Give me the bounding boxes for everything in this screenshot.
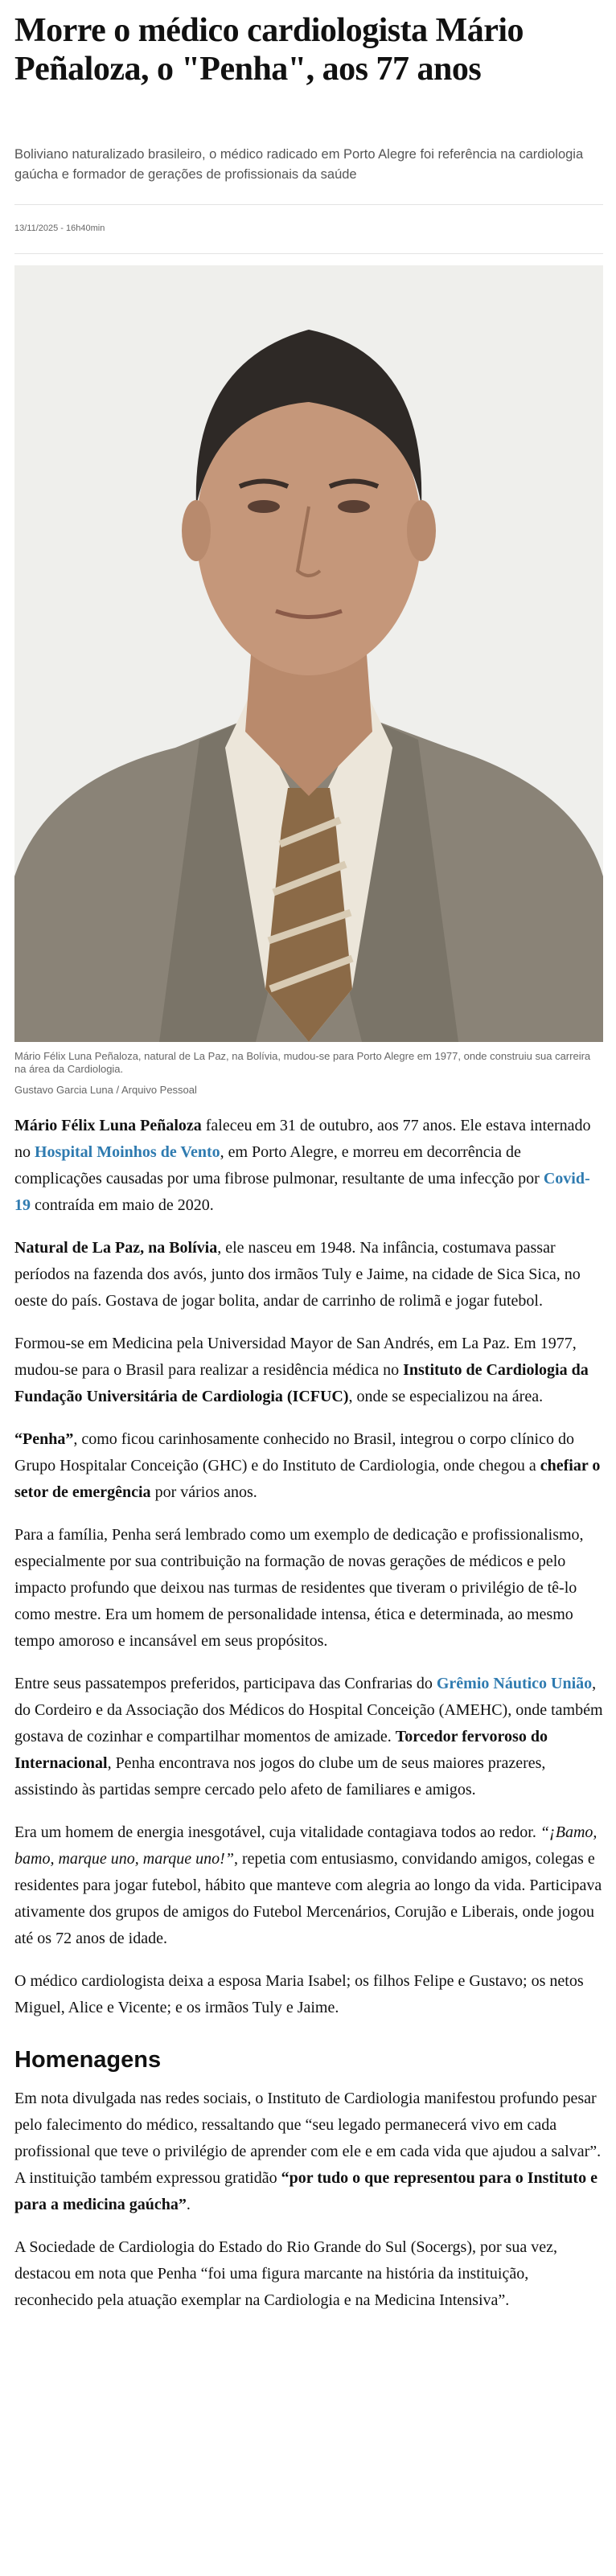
divider: [14, 253, 603, 254]
text-segment: Formou-se em Medicina pela Universidad Mayor de San Andrés, em La Paz. Em 1977, mudou-se para o Brasil para realizar a residência médica no: [14, 1335, 577, 1379]
text-segment: , Penha encontrava nos jogos do clube um de seus maiores prazeres, assistindo às partidas sempre cercado pelo afeto de familiares e amigos.: [14, 1754, 546, 1799]
text-segment: Era um homem de energia inesgotável, cuja vitalidade contagiava todos ao redor.: [14, 1823, 540, 1841]
article-photo[interactable]: [14, 265, 603, 1042]
text-segment: , onde se especializou na área.: [348, 1388, 544, 1405]
text-segment: , como ficou carinhosamente conhecido no Brasil, integrou o corpo clínico do Grupo Hospitalar Conceição (GHC) e do Instituto de Cardiologia, onde chegou a: [14, 1430, 574, 1475]
text-segment: O médico cardiologista deixa a esposa Maria Isabel; os filhos Felipe e Gustavo; os netos Miguel, Alice e Vicente; e os irmãos Tuly e Jaime.: [14, 1972, 584, 2016]
inline-link[interactable]: Covid-19: [14, 1170, 590, 1214]
text-segment: Homenagens: [14, 2047, 162, 2073]
bold-text: “Penha”: [14, 1430, 74, 1448]
bold-text: Natural de La Paz, na Bolívia: [14, 1239, 218, 1257]
divider: [14, 204, 603, 205]
text-segment: , em Porto Alegre, e morreu em decorrência de complicações causadas por uma fibrose pulmonar, resultante de uma infecção por: [14, 1143, 544, 1188]
section-heading: [14, 2045, 603, 2074]
bold-text: Instituto de Cardiologia da Fundação Universitária de Cardiologia (ICFUC): [14, 1361, 589, 1405]
text-segment: , repetia com entusiasmo, convidando amigos, colegas e residentes para jogar futebol, hábito que manteve com alegria ao longo da vida. Participava ativamente dos grupos de amigos do Futebol Mercenários, Corujão e Liberais, onde jogou até os 72 anos de idade.: [14, 1850, 602, 1947]
article-subtitle: Boliviano naturalizado brasileiro, o médico radicado em Porto Alegre foi referência na cardiologia gaúcha e formador de gerações de profissionais da saúde: [14, 147, 584, 182]
text-segment: contraída em maio de 2020.: [31, 1196, 214, 1214]
paragraph: [14, 1331, 603, 1410]
article-body: [14, 1113, 603, 2330]
text-segment: Para a família, Penha será lembrado como um exemplo de dedicação e profissionalismo, especialmente por sua contribuição na formação de novas gerações de médicos e pelo impacto profundo que deixou nas turmas de residentes que tiveram o privilégio de tê-lo como mestre. Era um homem de personalidade intensa, ética e determinada, ao mesmo tempo amoroso e incansável em seus propósitos.: [14, 1526, 584, 1650]
bold-text: Mário Félix Luna Peñaloza: [14, 1117, 202, 1134]
portrait-image: [14, 265, 603, 1042]
photo-credit: Gustavo Garcia Luna / Arquivo Pessoal: [14, 1084, 197, 1096]
photo-caption: Mário Félix Luna Peñaloza, natural de La Paz, na Bolívia, mudou-se para Porto Alegre em 1977, onde construiu sua carreira na área da Cardiologia.: [14, 1050, 591, 1075]
paragraph: [14, 1522, 603, 1655]
paragraph: [14, 1671, 603, 1803]
paragraph: [14, 1235, 603, 1315]
article-title: Morre o médico cardiologista Mário Peñaloza, o "Penha", aos 77 anos: [14, 12, 524, 88]
bold-text: chefiar o setor de emergência: [14, 1457, 601, 1501]
paragraph: [14, 1426, 603, 1506]
text-segment: A Sociedade de Cardiologia do Estado do Rio Grande do Sul (Socergs), por sua vez, destacou em nota que Penha “foi uma figura marcante na história da instituição, reconhecido pela atuação exemplar na Cardiologia e na Medicina Intensiva”.: [14, 2238, 558, 2309]
bold-text: Torcedor fervoroso do Internacional: [14, 1728, 548, 1772]
paragraph: [14, 1968, 603, 2021]
text-segment: faleceu em 31 de outubro, aos 77 anos. Ele estava internado no: [14, 1117, 591, 1161]
inline-link[interactable]: Hospital Moinhos de Vento: [35, 1143, 220, 1161]
text-segment: , ele nasceu em 1948. Na infância, costumava passar períodos na fazenda dos avós, junto dos irmãos Tuly e Jaime, na cidade de Sica Sica, no oeste do país. Gostava de jogar bolita, andar de carrinho de rolimã e jogar futebol.: [14, 1239, 581, 1310]
bold-text: “por tudo o que representou para o Instituto e para a medicina gaúcha”: [14, 2169, 598, 2213]
text-segment: Entre seus passatempos preferidos, participava das Confrarias do: [14, 1675, 437, 1692]
paragraph: [14, 1819, 603, 1952]
text-segment: por vários anos.: [150, 1483, 257, 1501]
text-segment: Em nota divulgada nas redes sociais, o Instituto de Cardiologia manifestou profundo pesar pelo falecimento do médico, ressaltando que “seu legado permanecerá vivo em cada profissional que teve o privilégio de aprender com ele e em cada vida que ajudou a salvar”. A instituição também expressou gratidão: [14, 2090, 602, 2187]
text-segment: .: [186, 2196, 191, 2213]
text-segment: , do Cordeiro e da Associação dos Médicos do Hospital Conceição (AMEHC), onde também gostava de cozinhar e compartilhar momentos de amizade.: [14, 1675, 603, 1745]
italic-quote: “¡Bamo, bamo, marque uno, marque uno!”: [14, 1823, 598, 1868]
paragraph: [14, 2234, 603, 2314]
paragraph: [14, 1113, 603, 1219]
publish-date: 13/11/2025 - 16h40min: [14, 224, 105, 233]
inline-link[interactable]: Grêmio Náutico União: [436, 1675, 593, 1692]
paragraph: [14, 2086, 603, 2218]
